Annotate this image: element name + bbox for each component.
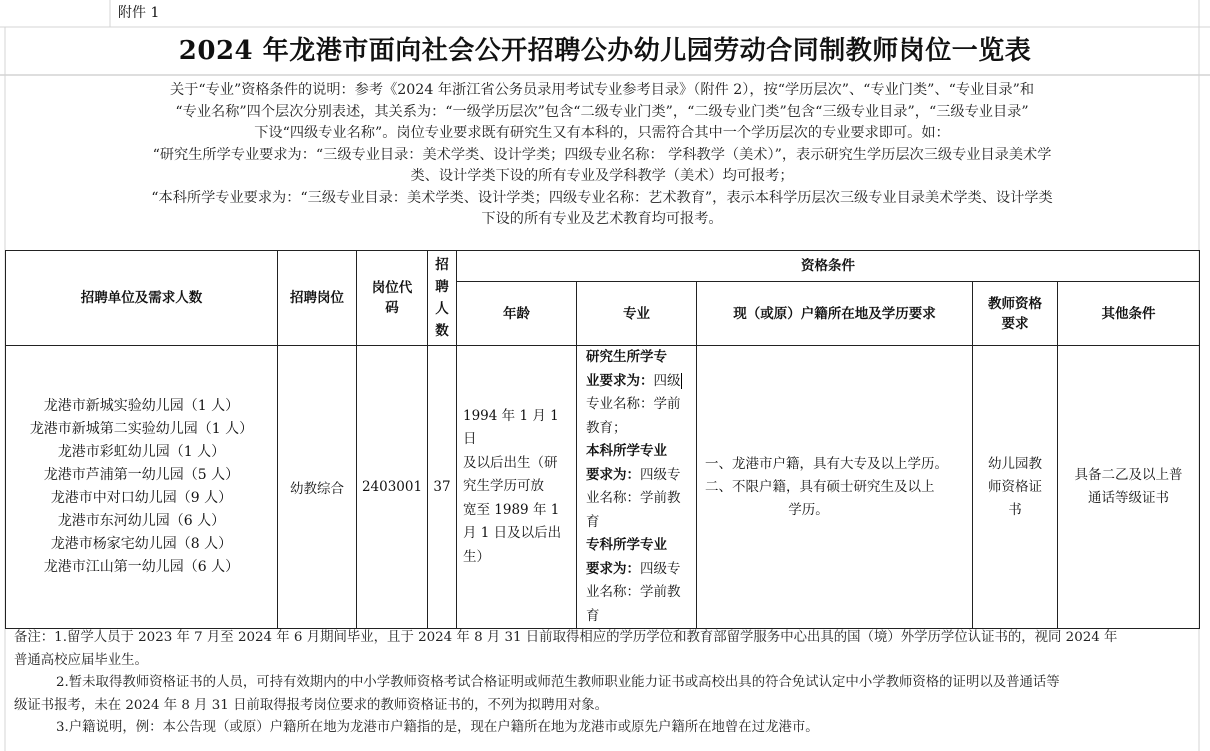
- jc-text: 四级专: [640, 560, 681, 577]
- age-line: 究生学历可放: [463, 478, 544, 495]
- note-line: 级证书报考，未在 2024 年 8 月 31 日前取得报考岗位要求的教师资格证书的，不列为拟聘用对象。: [14, 697, 609, 713]
- recruiting-units-cell: [6, 346, 278, 629]
- annex-label: 附件 1: [118, 5, 160, 21]
- ug-text: 业名称：学前教: [586, 490, 681, 506]
- unit-item: 龙港市彩虹幼儿园（1 人）: [57, 444, 226, 460]
- explanation-line: 下设的所有专业及艺术教育均可报考。: [481, 211, 723, 227]
- unit-item: 龙港市中对口幼儿园（9 人）: [50, 490, 233, 506]
- explanation-line: “本科所学专业要求为：“三级专业目录：美术学类、设计学类；四级专业名称：艺术教育”，表示本科学历层次三级专业目录美术学类、设计学类: [151, 189, 1053, 206]
- unit-item: 龙港市芦浦第一幼儿园（5 人）: [43, 467, 240, 483]
- header-teacher-cert: 教师资格要求: [973, 282, 1058, 346]
- hukou-line: 二、不限户籍，具有硕士研究生及以上: [705, 478, 935, 495]
- jc-text: 业名称：学前教: [586, 584, 681, 600]
- cert-line: 书: [1008, 501, 1022, 518]
- cert-line: 幼儿园教: [988, 455, 1042, 472]
- header-age: 年龄: [457, 282, 577, 346]
- grad-text: 专业名称：学前: [586, 396, 681, 412]
- header-qualifications: 资格条件: [457, 251, 1200, 282]
- unit-item: 龙港市新城实验幼儿园（1 人）: [43, 398, 240, 414]
- header-code: 岗位代码: [357, 251, 428, 346]
- grad-label: 业要求为：: [586, 372, 654, 389]
- hukou-cell: [697, 346, 973, 629]
- major-cell: [577, 346, 697, 629]
- explanation-line: 类、设计学类下设的所有专业及学科教学（美术）均可报考；: [410, 168, 794, 184]
- age-line: 宽至 1989 年 1: [463, 501, 560, 518]
- grad-text: 教育；: [586, 419, 627, 436]
- position-cell: 幼教综合: [278, 346, 357, 629]
- cert-line: 师资格证: [988, 478, 1042, 495]
- explanation-line: “专业名称”四个层次分别表述，其关系为：“一级学历层次”包含“二级专业门类”，“二级专业门类”包含“三级专业目录”，“三级专业目录”: [175, 103, 1029, 120]
- page-title: 2024 年龙港市面向社会公开招聘公办幼儿园劳动合同制教师岗位一览表: [178, 36, 1032, 66]
- note-line: 普通高校应届毕业生。: [14, 652, 148, 668]
- age-line: 月 1 日及以后出: [463, 525, 562, 542]
- note-line: 3.户籍说明，例：本公告现（或原）户籍所在地为龙港市户籍指的是，现在户籍所在地为龙港市或原先户籍所在地曾在过龙港市。: [56, 720, 819, 735]
- header-hukou: 现（或原）户籍所在地及学历要求: [697, 282, 973, 346]
- explanation-line: 关于“专业”资格条件的说明：参考《2024 年浙江省公务员录用考试专业参考目录》（附件 2），按“学历层次”、“专业门类”、“专业目录”和: [169, 82, 1035, 98]
- text-cursor: [681, 373, 682, 389]
- code-cell: 2403001: [357, 346, 428, 629]
- grad-label: 研究生所学专: [586, 349, 667, 365]
- other-line: 通话等级证书: [1088, 490, 1169, 506]
- ug-text: 育: [586, 513, 600, 530]
- age-cell: [457, 346, 577, 629]
- grad-text: 四级: [653, 372, 681, 389]
- note-line: 2.暂未取得教师资格证书的人员，可持有效期内的中小学教师资格考试合格证明或师范生教师职业能力证书或高校出具的符合免试认定中小学教师资格的证明以及普通话等: [56, 675, 1060, 690]
- header-units: 招聘单位及需求人数: [6, 251, 278, 346]
- unit-item: 龙港市江山第一幼儿园（6 人）: [43, 559, 240, 575]
- explanation-line: “研究生所学专业要求为：“三级专业目录：美术学类、设计学类；四级专业名称： 学科教学（美术）”，表示研究生学历层次三级专业目录美术学: [152, 146, 1052, 163]
- header-count: 招聘人数: [428, 251, 457, 346]
- hukou-line: 一、龙港市户籍，具有大专及以上学历。: [705, 455, 948, 472]
- note-line: 备注：1.留学人员于 2023 年 7 月至 2024 年 6 月期间毕业，且于 2024 年 8 月 31 日前取得相应的学历学位和教育部留学服务中心出具的国（境）外学历学位认证书的，视同 2024 年: [14, 630, 1118, 645]
- unit-item: 龙港市杨家宅幼儿园（8 人）: [50, 536, 233, 552]
- jc-label: 要求为：: [586, 560, 640, 577]
- jc-label: 专科所学专业: [586, 537, 667, 553]
- teacher-cert-cell: [973, 346, 1058, 629]
- unit-item: 龙港市东河幼儿园（6 人）: [57, 513, 226, 529]
- major-explanation: [6, 80, 1198, 231]
- ug-label: 本科所学专业: [586, 443, 667, 459]
- ug-label: 要求为：: [586, 466, 640, 483]
- hukou-line: 学历。: [788, 501, 829, 518]
- count-cell: 37: [428, 346, 457, 629]
- age-line: 生）: [463, 548, 490, 565]
- header-other: 其他条件: [1058, 282, 1200, 346]
- age-line: 及以后出生（研: [463, 454, 558, 471]
- other-cell: [1058, 346, 1200, 629]
- unit-item: 龙港市新城第二实验幼儿园（1 人）: [29, 421, 254, 437]
- header-position: 招聘岗位: [278, 251, 357, 346]
- header-major: 专业: [577, 282, 697, 346]
- jc-text: 育: [586, 607, 600, 624]
- positions-table: [5, 250, 1200, 629]
- explanation-line: 下设“四级专业名称”。岗位专业要求既有研究生又有本科的，只需符合其中一个学历层次的专业要求即可。如：: [254, 125, 950, 141]
- age-line: 1994 年 1 月 1 日: [463, 407, 559, 448]
- remarks: [6, 627, 1200, 740]
- other-line: 具备二乙及以上普: [1074, 467, 1183, 483]
- ug-text: 四级专: [640, 466, 681, 483]
